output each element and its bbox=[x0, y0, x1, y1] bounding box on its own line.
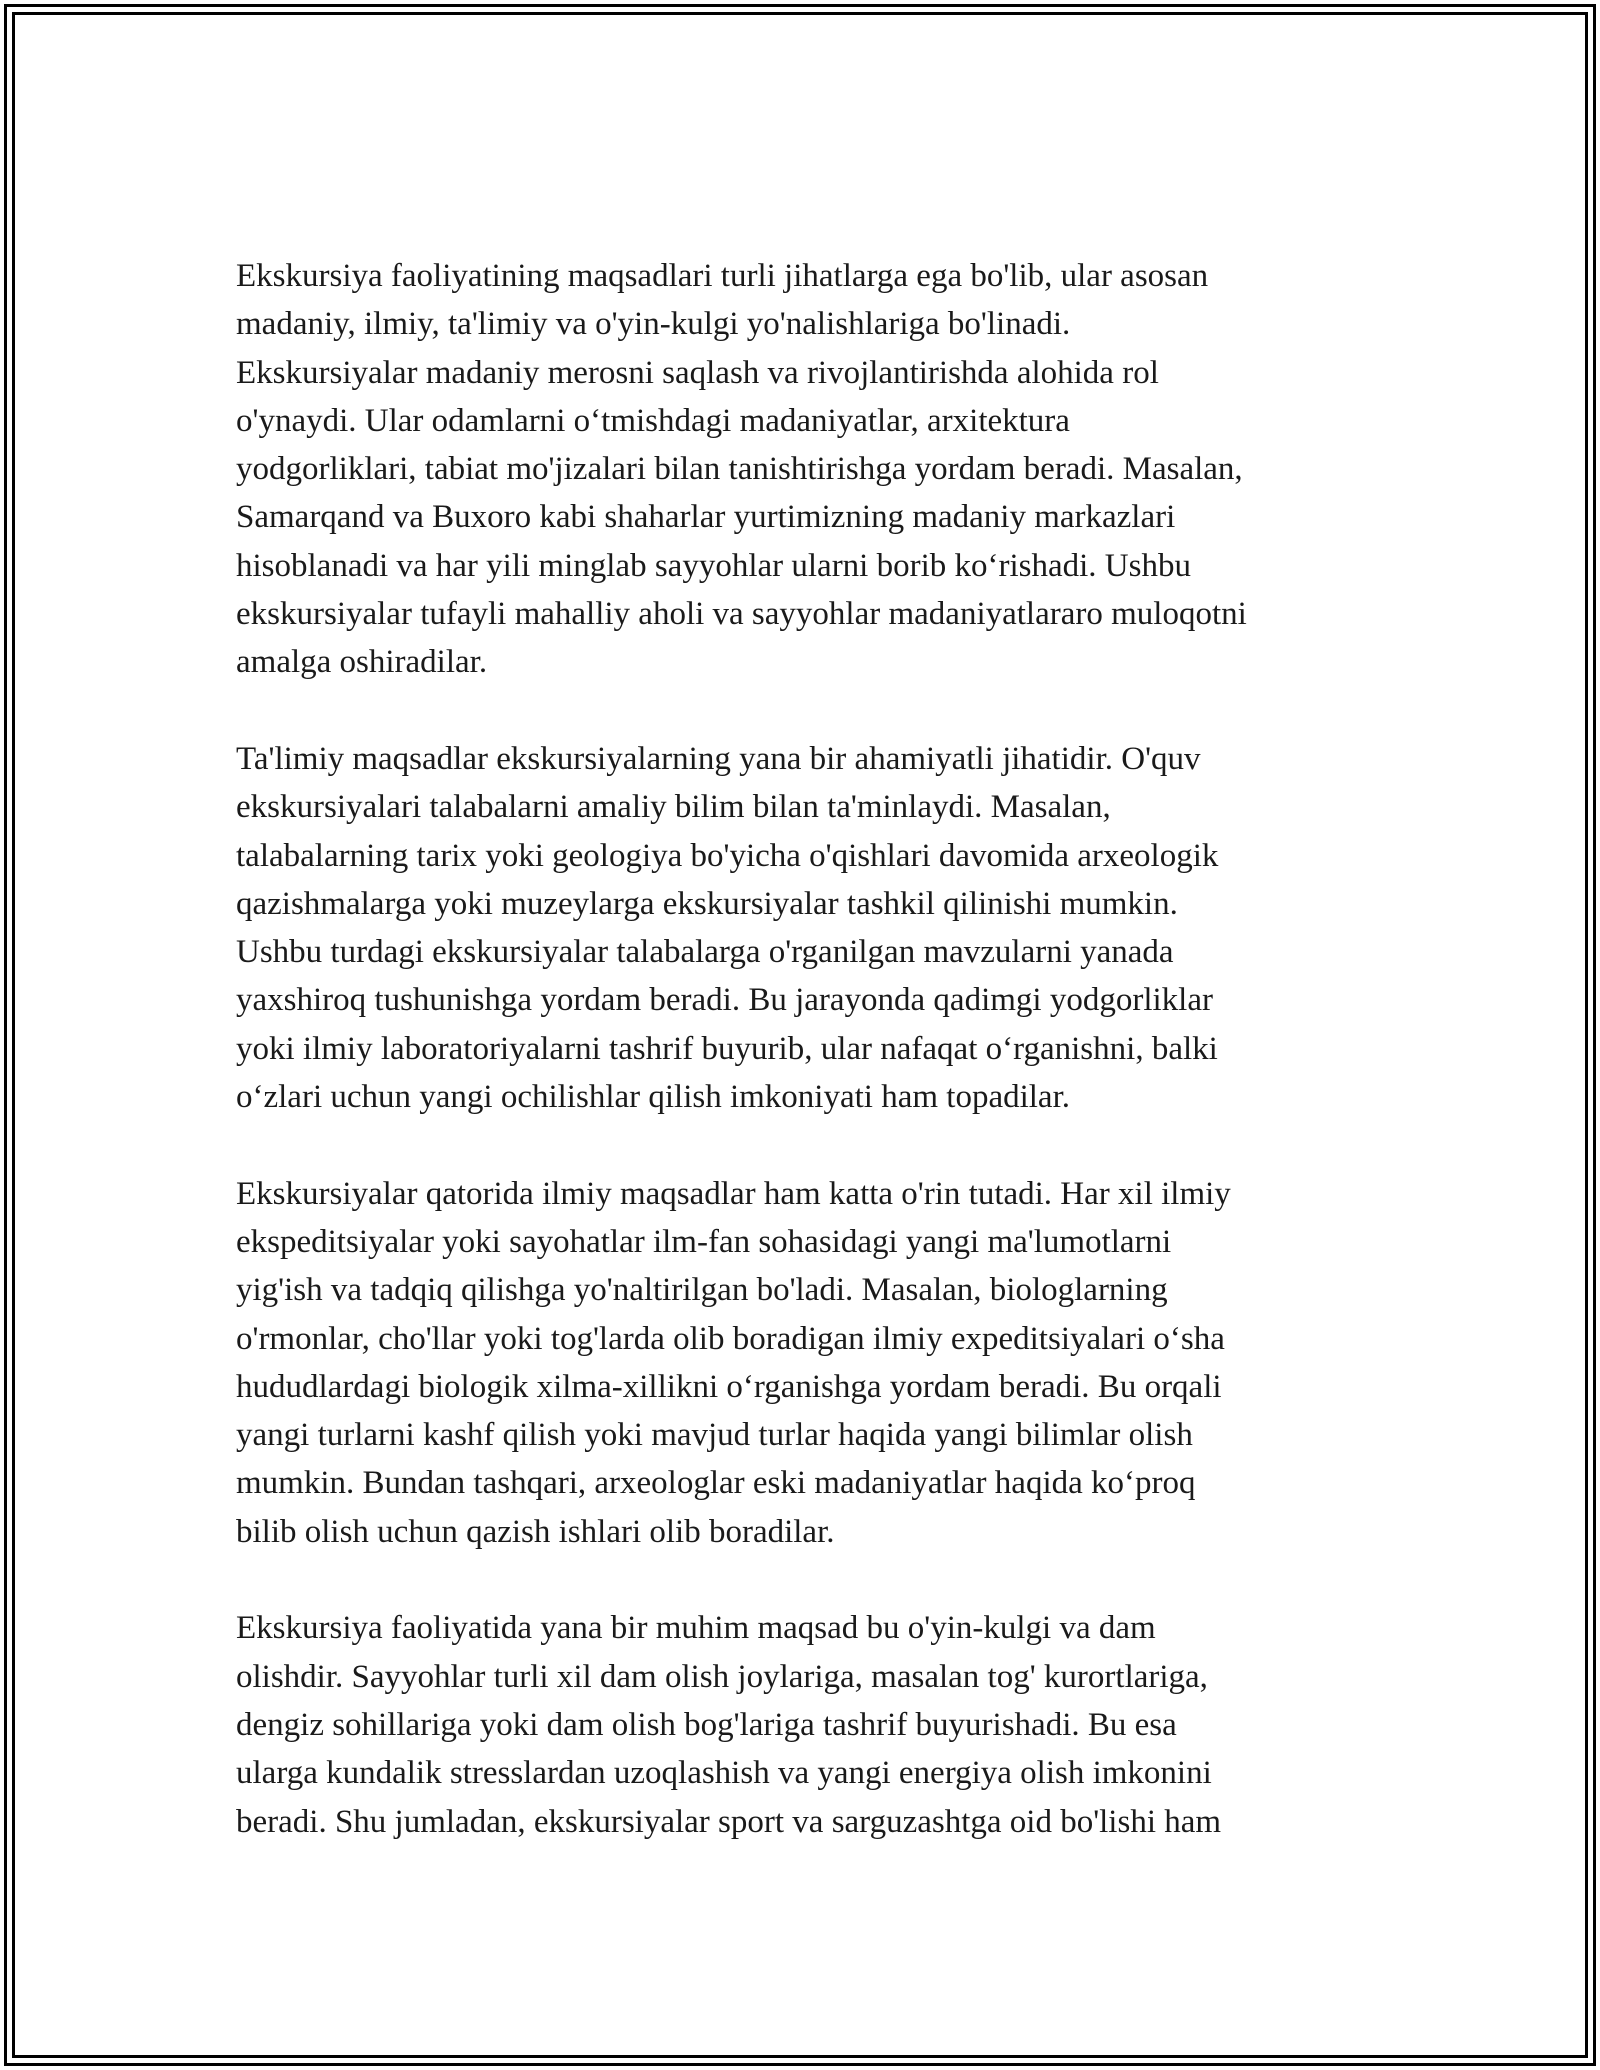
text-line: talabalarning tarix yoki geologiya bo'yicha o'qishlari davomida arxeologik bbox=[236, 837, 1219, 874]
text-line: ekskursiyalar tufayli mahalliy aholi va sayyohlar madaniyatlararo muloqotni bbox=[236, 596, 1247, 633]
text-line: hududlardagi biologik xilma-xillikni o‘rganishga yordam beradi. Bu orqali bbox=[236, 1368, 1222, 1405]
text-line: o‘zlari uchun yangi ochilishlar qilish imkoniyati ham topadilar. bbox=[236, 1079, 1070, 1116]
text-line: o'ynaydi. Ular odamlarni o‘tmishdagi madaniyatlar, arxitektura bbox=[236, 402, 1070, 439]
text-line: Ushbu turdagi ekskursiyalar talabalarga o'rganilgan mavzularni yanada bbox=[236, 934, 1174, 971]
text-line: Ekskursiyalar qatorida ilmiy maqsadlar ham katta o'rin tutadi. Har xil ilmiy bbox=[236, 1175, 1231, 1212]
text-line: yangi turlarni kashf qilish yoki mavjud turlar haqida yangi bilimlar olish bbox=[236, 1417, 1193, 1454]
text-line: ekspeditsiyalar yoki sayohatlar ilm-fan sohasidagi yangi ma'lumotlarni bbox=[236, 1223, 1172, 1260]
text-line: dengiz sohillariga yoki dam olish bog'lariga tashrif buyurishadi. Bu esa bbox=[236, 1706, 1177, 1743]
text-line: Ekskursiya faoliyatining maqsadlari turli jihatlarga ega bo'lib, ular asosan bbox=[236, 258, 1209, 294]
text-line: Ta'limiy maqsadlar ekskursiyalarning yana bir ahamiyatli jihatidir. O'quv bbox=[236, 740, 1201, 777]
text-line: yaxshiroq tushunishga yordam beradi. Bu jarayonda qadimgi yodgorliklar bbox=[236, 982, 1213, 1019]
text-line: mumkin. Bundan tashqari, arxeologlar eski madaniyatlar haqida ko‘proq bbox=[236, 1465, 1196, 1502]
text-line: Samarqand va Buxoro kabi shaharlar yurtimizning madaniy markazlari bbox=[236, 499, 1176, 536]
text-line: Ekskursiyalar madaniy merosni saqlash va rivojlantirishda alohida rol bbox=[236, 354, 1159, 391]
text-line: hisoblanadi va har yili minglab sayyohlar ularni borib ko‘rishadi. Ushbu bbox=[236, 547, 1191, 584]
paragraph-leisure bbox=[236, 1604, 1396, 1845]
text-line: olishdir. Sayyohlar turli xil dam olish joylariga, masalan tog' kurortlariga, bbox=[236, 1658, 1208, 1695]
paragraph-educational bbox=[236, 735, 1396, 1121]
text-line: Ekskursiya faoliyatida yana bir muhim maqsad bu o'yin-kulgi va dam bbox=[236, 1610, 1156, 1647]
paragraph-cultural bbox=[236, 252, 1396, 687]
paragraph-scientific bbox=[236, 1170, 1396, 1556]
text-line: o'rmonlar, cho'llar yoki tog'larda olib boradigan ilmiy expeditsiyalari o‘sha bbox=[236, 1320, 1225, 1357]
text-line: ularga kundalik stresslardan uzoqlashish va yangi energiya olish imkonini bbox=[236, 1755, 1212, 1792]
text-line: bilib olish uchun qazish ishlari olib boradilar. bbox=[236, 1513, 835, 1550]
document-body bbox=[236, 252, 1396, 1894]
text-line: yig'ish va tadqiq qilishga yo'naltirilgan bo'ladi. Masalan, biologlarning bbox=[236, 1272, 1168, 1309]
text-line: ekskursiyalari talabalarni amaliy bilim bilan ta'minlaydi. Masalan, bbox=[236, 789, 1111, 826]
text-line: yoki ilmiy laboratoriyalarni tashrif buyurib, ular nafaqat o‘rganishni, balki bbox=[236, 1030, 1218, 1067]
text-line: beradi. Shu jumladan, ekskursiyalar sport va sarguzashtga oid bo'lishi ham bbox=[236, 1803, 1222, 1840]
text-line: yodgorliklari, tabiat mo'jizalari bilan tanishtirishga yordam beradi. Masalan, bbox=[236, 451, 1243, 488]
text-line: madaniy, ilmiy, ta'limiy va o'yin-kulgi yo'nalishlariga bo'linadi. bbox=[236, 306, 1071, 343]
text-line: qazishmalarga yoki muzeylarga ekskursiyalar tashkil qilinishi mumkin. bbox=[236, 885, 1178, 922]
text-line: amalga oshiradilar. bbox=[236, 644, 488, 681]
